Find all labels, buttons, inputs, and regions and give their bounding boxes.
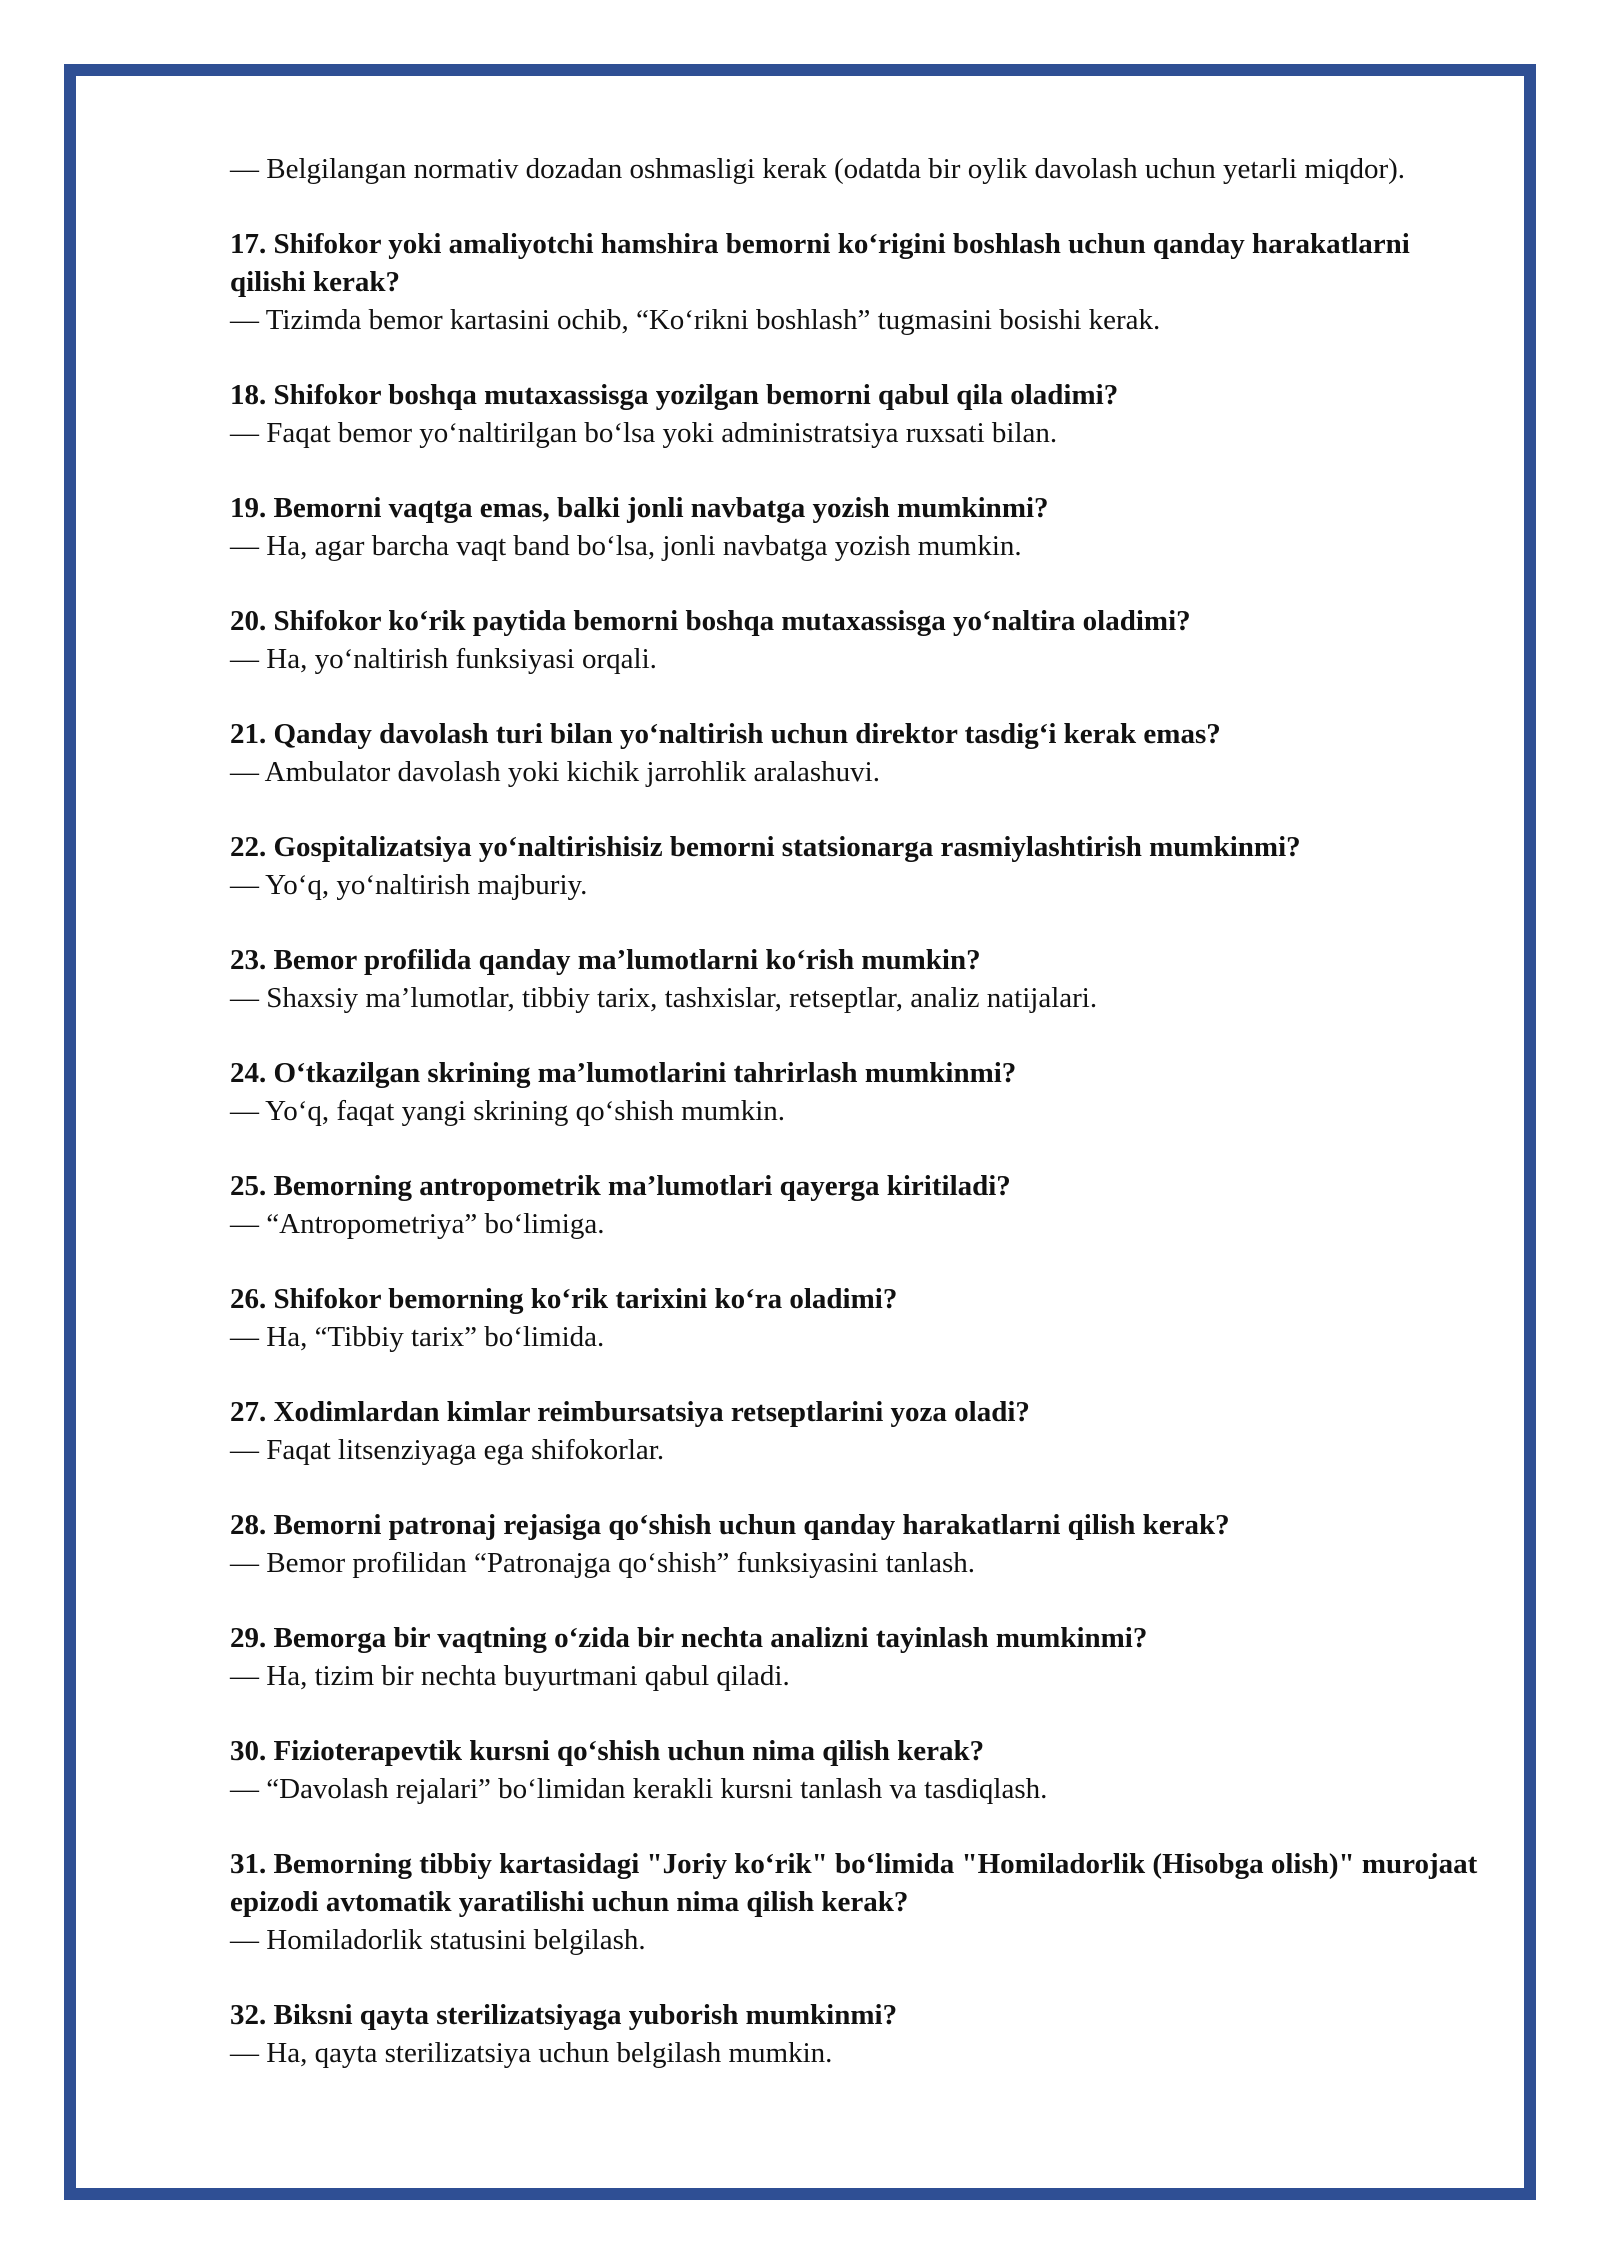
question-17: 17. Shifokor yoki amaliyotchi hamshira bemorni ko‘rigini boshlash uchun qanday harakatlarni qilishi kerak? bbox=[230, 228, 1410, 298]
qa-item-23 bbox=[230, 941, 1490, 1017]
answer-23: — Shaxsiy ma’lumotlar, tibbiy tarix, tashxislar, retseptlar, analiz natijalari. bbox=[230, 982, 1098, 1014]
qa-item-29 bbox=[230, 1619, 1490, 1695]
qa-item-28 bbox=[230, 1506, 1490, 1582]
answer-25: — “Antropometriya” bo‘limiga. bbox=[230, 1208, 605, 1240]
question-27: 27. Xodimlardan kimlar reimbursatsiya retseptlarini yoza oladi? bbox=[230, 1396, 1030, 1428]
document-content bbox=[230, 150, 1490, 2109]
answer-20: — Ha, yo‘naltirish funksiyasi orqali. bbox=[230, 643, 657, 675]
qa-item-17 bbox=[230, 225, 1490, 339]
question-26: 26. Shifokor bemorning ko‘rik tarixini ko‘ra oladimi? bbox=[230, 1283, 898, 1315]
answer-32: — Ha, qayta sterilizatsiya uchun belgilash mumkin. bbox=[230, 2037, 833, 2069]
question-21: 21. Qanday davolash turi bilan yo‘naltirish uchun direktor tasdig‘i kerak emas? bbox=[230, 718, 1221, 750]
answer-18: — Faqat bemor yo‘naltirilgan bo‘lsa yoki administratsiya ruxsati bilan. bbox=[230, 417, 1058, 449]
answer-30: — “Davolash rejalari” bo‘limidan kerakli kursni tanlash va tasdiqlash. bbox=[230, 1773, 1048, 1805]
answer-29: — Ha, tizim bir nechta buyurtmani qabul qiladi. bbox=[230, 1660, 790, 1692]
question-32: 32. Biksni qayta sterilizatsiyaga yuborish mumkinmi? bbox=[230, 1999, 898, 2031]
question-31: 31. Bemorning tibbiy kartasidagi "Joriy ko‘rik" bo‘limida "Homiladorlik (Hisobga olish)" murojaat epizodi avtomatik yaratilishi uchun nima qilish kerak? bbox=[230, 1848, 1478, 1918]
answer-31: — Homiladorlik statusini belgilash. bbox=[230, 1924, 646, 1956]
question-19: 19. Bemorni vaqtga emas, balki jonli navbatga yozish mumkinmi? bbox=[230, 492, 1049, 524]
qa-item-19 bbox=[230, 489, 1490, 565]
qa-item-20 bbox=[230, 602, 1490, 678]
question-25: 25. Bemorning antropometrik ma’lumotlari qayerga kiritiladi? bbox=[230, 1170, 1011, 1202]
qa-item-22 bbox=[230, 828, 1490, 904]
qa-item-21 bbox=[230, 715, 1490, 791]
question-23: 23. Bemor profilida qanday ma’lumotlarni ko‘rish mumkin? bbox=[230, 944, 981, 976]
qa-item-27 bbox=[230, 1393, 1490, 1469]
question-18: 18. Shifokor boshqa mutaxassisga yozilgan bemorni qabul qila oladimi? bbox=[230, 379, 1119, 411]
answer-26: — Ha, “Tibbiy tarix” bo‘limida. bbox=[230, 1321, 605, 1353]
question-30: 30. Fizioterapevtik kursni qo‘shish uchun nima qilish kerak? bbox=[230, 1735, 985, 1767]
qa-item-18 bbox=[230, 376, 1490, 452]
answer-19: — Ha, agar barcha vaqt band bo‘lsa, jonli navbatga yozish mumkin. bbox=[230, 530, 1022, 562]
answer-22: — Yo‘q, yo‘naltirish majburiy. bbox=[230, 869, 588, 901]
question-22: 22. Gospitalizatsiya yo‘naltirishisiz bemorni statsionarga rasmiylashtirish mumkinmi? bbox=[230, 831, 1301, 863]
qa-item-30 bbox=[230, 1732, 1490, 1808]
qa-item-24 bbox=[230, 1054, 1490, 1130]
answer-24: — Yo‘q, faqat yangi skrining qo‘shish mumkin. bbox=[230, 1095, 786, 1127]
question-28: 28. Bemorni patronaj rejasiga qo‘shish uchun qanday harakatlarni qilish kerak? bbox=[230, 1509, 1230, 1541]
answer-17: — Tizimda bemor kartasini ochib, “Ko‘rikni boshlash” tugmasini bosishi kerak. bbox=[230, 304, 1161, 336]
answer-28: — Bemor profilidan “Patronajga qo‘shish” funksiyasini tanlash. bbox=[230, 1547, 975, 1579]
question-24: 24. O‘tkazilgan skrining ma’lumotlarini tahrirlash mumkinmi? bbox=[230, 1057, 1017, 1089]
qa-item-32 bbox=[230, 1996, 1490, 2072]
intro-answer: — Belgilangan normativ dozadan oshmasligi kerak (odatda bir oylik davolash uchun yetarli miqdor). bbox=[230, 153, 1406, 185]
answer-27: — Faqat litsenziyaga ega shifokorlar. bbox=[230, 1434, 665, 1466]
qa-item-25 bbox=[230, 1167, 1490, 1243]
qa-item-26 bbox=[230, 1280, 1490, 1356]
question-20: 20. Shifokor ko‘rik paytida bemorni boshqa mutaxassisga yo‘naltira oladimi? bbox=[230, 605, 1191, 637]
answer-21: — Ambulator davolash yoki kichik jarrohlik aralashuvi. bbox=[230, 756, 880, 788]
question-29: 29. Bemorga bir vaqtning o‘zida bir nechta analizni tayinlash mumkinmi? bbox=[230, 1622, 1148, 1654]
qa-item-31 bbox=[230, 1845, 1490, 1959]
